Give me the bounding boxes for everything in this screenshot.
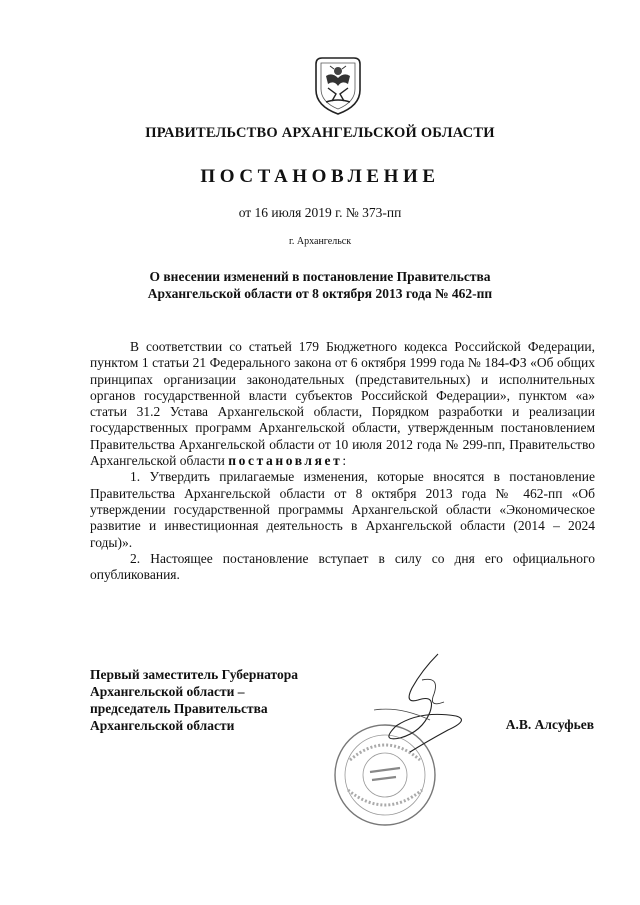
subject-line-1: О внесении изменений в постановление Правительства <box>149 269 491 284</box>
item-1-paragraph: 1. Утвердить прилагаемые изменения, которые вносятся в постановление Правительства Архангельской области от 8 октября 2013 года № 462-пп «Об утверждении государственной программы Архангельской области «Экономическое развитие и инвестиционная деятельность в Архангельской области (2014 – 2024 годы)». <box>90 469 595 550</box>
decree-colon: : <box>342 453 347 469</box>
signatory-position <box>90 666 298 734</box>
document-subject <box>120 268 520 302</box>
item-2-paragraph: 2. Настоящее постановление вступает в силу со дня его официального опубликования. <box>90 550 595 583</box>
document-type: ПОСТАНОВЛЕНИЕ <box>200 166 440 187</box>
signatory-name: А.В. Алсуфьев <box>505 717 594 732</box>
position-line: председатель Правительства <box>90 701 268 716</box>
document-city: г. Архангельск <box>288 236 352 247</box>
coat-of-arms-icon <box>312 54 364 116</box>
position-line: Первый заместитель Губернатора <box>90 667 298 682</box>
subject-line-2: Архангельской области от 8 октября 2013 года № 462-пп <box>147 286 493 301</box>
position-line: Архангельской области – <box>90 684 245 699</box>
preamble-paragraph <box>90 339 595 469</box>
position-line: Архангельской области <box>90 718 235 733</box>
handwritten-signature <box>360 650 480 755</box>
government-title: ПРАВИТЕЛЬСТВО АРХАНГЕЛЬСКОЙ ОБЛАСТИ <box>145 125 495 141</box>
decree-word: постановляет <box>228 453 343 469</box>
document-body <box>90 339 595 583</box>
preamble-text: В соответствии со статьей 179 Бюджетного кодекса Российской Федерации, пунктом 1 статьи 21 Федерального закона от 6 октября 1999 года № 184-ФЗ «Об общих принципах организации законодательных (представительных) и исполнительных органов государственной власти субъектов Российской Федерации», пунктом «а» статьи 31.2 Устава Архангельской области, Порядком разработки и реализации государственных программ Архангельской области, утвержденным постановлением Правительства Архангельской области от 10 июля 2012 года № 299-пп, Правительство Архангельской области <box>90 339 595 469</box>
document-date-number: от 16 июля 2019 г. № 373-пп <box>238 205 402 220</box>
